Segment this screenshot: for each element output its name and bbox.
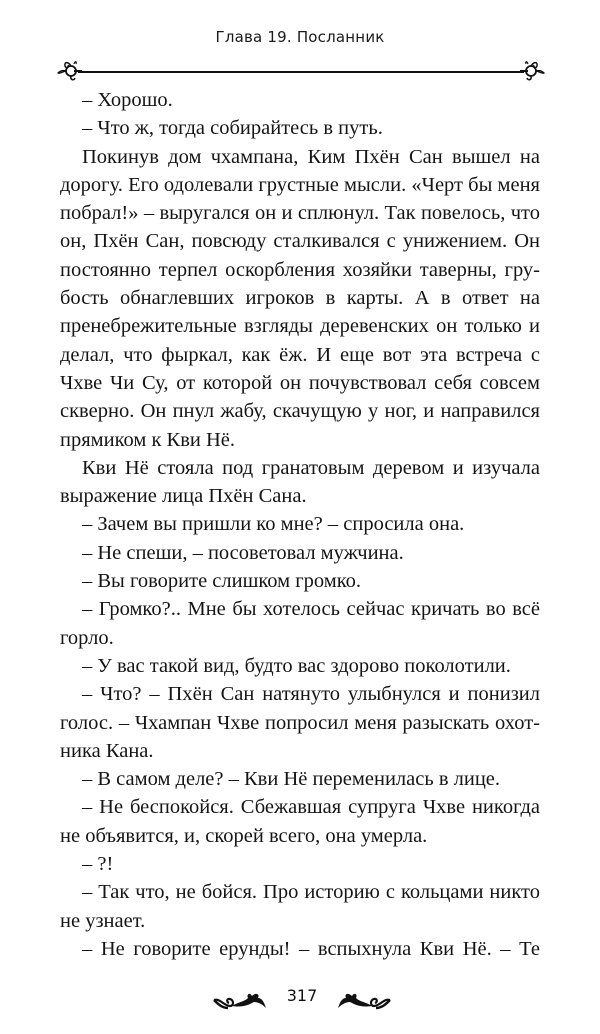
- paragraph: – ?!: [82, 853, 114, 876]
- scroll-flourish-icon: [518, 58, 546, 84]
- footer-folio: [212, 984, 392, 1020]
- scroll-flourish-icon: [56, 58, 84, 84]
- page-number: 317: [286, 986, 318, 1005]
- paragraph: – Громко?.. Мне бы хотелось сейчас кричать во всё горло.: [60, 598, 540, 649]
- leaf-flourish-icon: [212, 988, 270, 1014]
- paragraph: – В самом деле? – Кви Нё переменилась в лице.: [82, 768, 501, 791]
- paragraph: – У вас такой вид, будто вас здорово поколотили.: [82, 654, 511, 677]
- paragraph: – Что? – Пхён Сан натянуто улыбнулся и понизил голос. – Чхампан Чхве попросил меня разыскать охотника Кана.: [60, 683, 540, 762]
- page-footer: [0, 984, 600, 1020]
- leaf-flourish-icon: [334, 988, 392, 1014]
- paragraph: – Не беспокойся. Сбежавшая супруга Чхве никогда не объявится, и, скорей всего, она умерла.: [60, 796, 540, 847]
- paragraph: – Не говорите ерунды! – вспыхнула Кви Нё. – Те: [82, 937, 540, 960]
- paragraph: – Зачем вы пришли ко мне? – спросила она.: [82, 513, 465, 536]
- paragraph: – Не спеши, – посоветовал мужчина.: [82, 541, 404, 564]
- paragraph: – Хорошо.: [82, 89, 173, 111]
- chapter-title: Глава 19. Посланник: [215, 28, 385, 46]
- paragraph: – Что ж, тогда собирайтесь в путь.: [82, 117, 383, 140]
- header-rule: [56, 58, 546, 84]
- paragraph: Кви Нё стояла под гранатовым деревом и изучала выражение лица Пхён Сана.: [60, 456, 540, 508]
- divider-line: [78, 71, 524, 73]
- paragraph: – Так что, не бойся. Про историю с кольцами никто не узнает.: [60, 881, 540, 932]
- paragraph: Покинув дом чхампана, Ким Пхён Сан вышел на дорогу. Его одолевали грустные мысли. «Черт бы меня побрал!» – выругался он и сплюнул. Так повелось, что он, Пхён Сан, повсюду сталкивался с унижением. Он постоянно терпел оскорбления хозяйки таверны, грубость обнаглевших игроков в карты. А в ответ на пренебрежительные взгляды деревенских он только и делал, что фыркал, как ёж. И еще вот эта встреча с Чхве Чи Су, от которой он почувствовал себя совсем скверно. Он пнул жабу, скачущую у ног, и направился прямиком к Кви Нё.: [60, 145, 540, 451]
- page-body: [60, 86, 540, 963]
- paragraph: – Вы говорите слишком громко.: [82, 570, 362, 593]
